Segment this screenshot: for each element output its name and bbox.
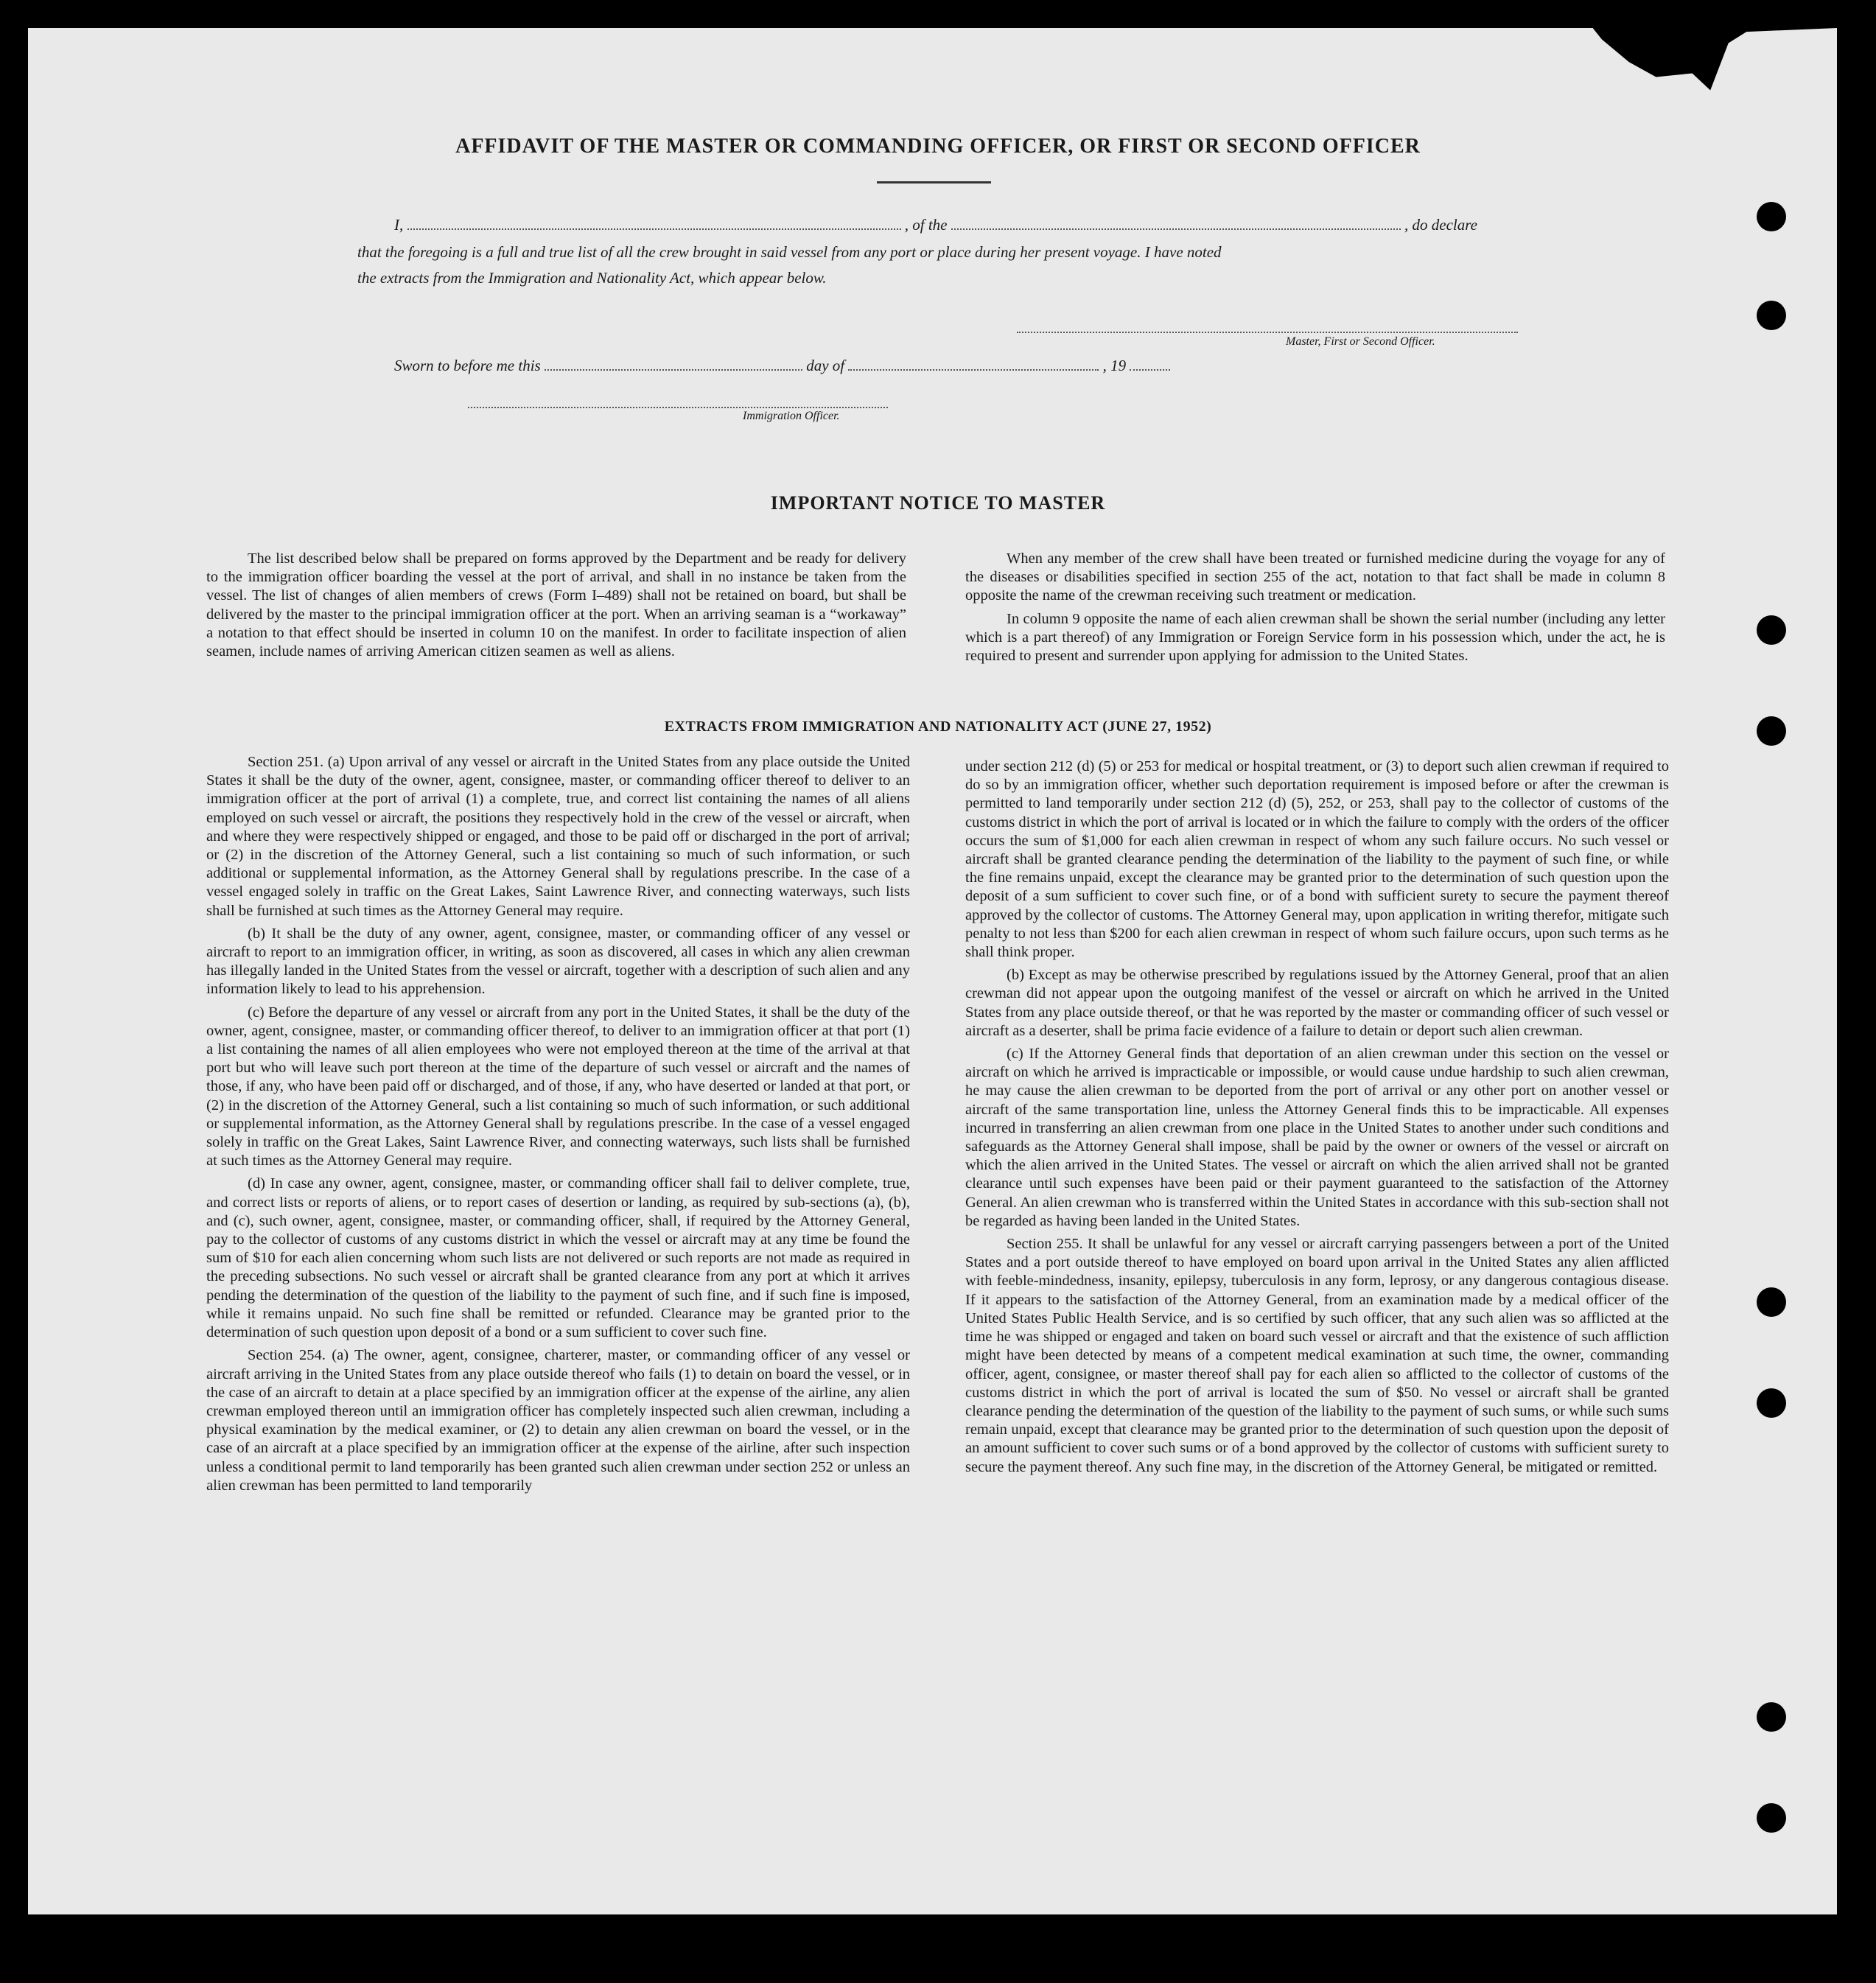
sworn-year-blank[interactable] bbox=[1130, 356, 1170, 371]
section-251c: (c) Before the departure of any vessel or aircraft from any port in the United States, it shall be the duty of the owner, agent, consignee, master, or commanding officer thereof, to deliver to an immigration officer at that port (1) a list containing the names of all alien employees who were not employed thereon at the time of the arrival at that port but who will leave such port thereon at the time of the departure of such vessel or aircraft and the names of those, if any, who have been paid off or discharged, and of those, if any, who have deserted or landed at that port, or (2) in the discretion of the Attorney General, such a list containing so much of such information, or such additional or supplemental information, as the Attorney General shall by regulations prescribe. In the case of a vessel engaged solely in traffic on the Great Lakes, Saint Lawrence River, and connecting waterways, such lists shall be furnished at such times as the Attorney General may require. bbox=[206, 1004, 910, 1169]
extracts-left-column bbox=[206, 753, 910, 1500]
declaration-declare: , do declare bbox=[1404, 216, 1477, 234]
declaration-i: I, bbox=[394, 216, 404, 234]
section-255: Section 255. It shall be unlawful for any vessel or aircraft carrying passengers between a port of the United States and a port outside thereof to have employed on board upon arrival in the United States any alien afflicted with feeble-mindedness, insanity, epilepsy, tuberculosis in any form, leprosy, or any dangerous contagious disease. If it appears to the satisfaction of the Attorney General, from an examination made by a medical officer of the United States Public Health Service, and is so certified by such officer, that any such alien was so afflicted at the time he was shipped or engaged and taken on board such vessel or aircraft and that the existence of such affliction might have been detected by means of a competent medical examination at such time, the owner, commanding officer, agent, consignee, or master thereof shall pay for each alien so afflicted to the collector of customs of the customs district in which the port of arrival is located the sum of $50. No vessel or aircraft shall be granted clearance pending the determination of the question of the liability to the payment of such sums, or while such sums remain unpaid, except that clearance may be granted prior to the determination of such question upon the deposit of an amount sufficient to cover such sums or of a bond approved by the collector of customs with sufficient surety to secure the payment thereof. Any such fine may, in the discretion of the Attorney General, be mitigated or remitted. bbox=[965, 1236, 1669, 1475]
notice-right-paragraph-1: When any member of the crew shall have been treated or furnished medicine during the voyage for any of the diseases or disabilities specified in section 255 of the act, notation to that fact shall be made in column 8 opposite the name of the crewman receiving such treatment or medication. bbox=[965, 550, 1665, 604]
notice-left-paragraph: The list described below shall be prepared on forms approved by the Department and be ready for delivery to the immigration officer boarding the vessel at the port of arrival, and shall in no instance be taken from the vessel. The list of changes of alien members of crews (Form I–489) shall not be retained on board, but shall be delivered by the master to the principal immigration officer at the port. When an arriving seaman is a “workaway” a notation to that effect should be inserted in column 10 on the manifest. In order to facilitate inspection of alien seamen, include names of arriving American citizen seamen as well as aliens. bbox=[206, 550, 906, 660]
binder-hole bbox=[1757, 1287, 1786, 1317]
section-251d: (d) In case any owner, agent, consignee, master, or commanding officer shall fail to deliver complete, true, and correct lists or reports of aliens, or to report cases of desertion or landing, as required by sub-sections (a), (b), and (c), such owner, agent, consignee, master, or commanding officer, shall, if required by the Attorney General, pay to the collector of customs of any customs district in which the vessel or aircraft may at any time be found the sum of $10 for each alien concerning whom such lists are not delivered or such reports are not made as required in the preceding subsections. No such vessel or aircraft shall be granted clearance from any port at which it arrives pending the determination of the question of the liability to the payment of such fine, and if such fine is imposed, while it remains unpaid. No such fine shall be remitted or refunded. Clearance may be granted prior to the determination of such question upon deposit of a bond or a sum sufficient to cover such fine. bbox=[206, 1175, 910, 1341]
sworn-month-blank[interactable] bbox=[848, 356, 1099, 371]
vessel-blank[interactable] bbox=[951, 215, 1401, 230]
binder-hole bbox=[1757, 1388, 1786, 1418]
declaration-of-the: , of the bbox=[904, 216, 948, 234]
binder-hole bbox=[1757, 615, 1786, 645]
section-254b: (b) Except as may be otherwise prescribed by regulations issued by the Attorney General, proof that an alien crewman did not appear upon the outgoing manifest of the vessel or aircraft on which he arrived in the United States from any place outside thereof, or that he was reported by the master or commanding officer of such vessel or aircraft as a deserter, shall be prima facie evidence of a failure to detain or deport such alien crewman. bbox=[965, 967, 1669, 1039]
affidavit-title: AFFIDAVIT OF THE MASTER OR COMMANDING OFFICER, OR FIRST OR SECOND OFFICER bbox=[455, 135, 1421, 158]
officer-signature-line[interactable] bbox=[468, 407, 888, 408]
sworn-day-blank[interactable] bbox=[545, 356, 802, 371]
section-254a-continued: under section 212 (d) (5) or 253 for medical or hospital treatment, or (3) to deport such alien crewman if required to do so by an immigration officer, whether such deportation requirement is imposed before or after the crewman is permitted to land temporarily under section 212 (d) (5), 252, or 253, shall pay to the collector of customs of the customs district in which the port of arrival is located or in which the failure to comply with the orders of the officer occurs the sum of $1,000 for each alien crewman in respect of whom any such failure occurs. No such vessel or aircraft shall be granted clearance pending the determination of the liability to the payment of such fine, or while the fine remains unpaid, except the clearance may be granted prior to the determination of such question upon the deposit of a sum sufficient to cover such fine, or of a bond with sufficient surety to secure the payment thereof approved by the collector of customs. The Attorney General may, upon application in writing therefor, mitigate such penalty to not less than $200 for each alien crewman in respect of whom such failure occurs, upon such terms as he shall think proper. bbox=[965, 758, 1669, 961]
binder-hole bbox=[1757, 1803, 1786, 1833]
day-of-label: day of bbox=[806, 357, 845, 374]
sworn-label: Sworn to before me this bbox=[394, 357, 541, 374]
declaration-line-3: the extracts from the Immigration and Nationality Act, which appear below. bbox=[357, 269, 827, 287]
binder-hole bbox=[1757, 202, 1786, 231]
notice-title: IMPORTANT NOTICE TO MASTER bbox=[770, 492, 1106, 514]
extracts-right-column bbox=[965, 758, 1669, 1481]
binder-hole bbox=[1757, 1702, 1786, 1732]
binder-hole bbox=[1757, 301, 1786, 330]
notice-right-paragraph-2: In column 9 opposite the name of each alien crewman shall be shown the serial number (including any letter which is a part thereof) of any Immigration or Foreign Service form in his possession which, under the act, he is required to present and surrender upon applying for admission to the United States. bbox=[965, 610, 1665, 665]
declaration-line-1 bbox=[394, 215, 1477, 234]
section-251b: (b) It shall be the duty of any owner, agent, consignee, master, or commanding officer of any vessel or aircraft to report to an immigration officer, in writing, as soon as discovered, all cases in which any alien crewman has illegally landed in the United States from the vessel or aircraft, together with a description of such alien and any information likely to lead to his apprehension. bbox=[206, 925, 910, 998]
declaration-line-2: that the foregoing is a full and true list of all the crew brought in said vessel from any port or place during her present voyage. I have noted bbox=[357, 243, 1222, 261]
notice-right-column bbox=[965, 550, 1665, 670]
sworn-line bbox=[394, 356, 1170, 375]
name-blank[interactable] bbox=[407, 215, 901, 230]
master-signature-label: Master, First or Second Officer. bbox=[1286, 335, 1435, 348]
section-254c: (c) If the Attorney General finds that deportation of an alien crewman under this section on the vessel or aircraft on which he arrived is impracticable or impossible, or would cause undue hardship to such alien crewman, he may cause the alien crewman to be deported from the port of arrival or any other port on another vessel or aircraft of the same transportation line, unless the Attorney General finds this to be impracticable. All expenses incurred in transferring an alien crewman from one place in the United States to another under such conditions and safeguards as the Attorney General shall impose, shall be paid by the owner or owners of the vessel or aircraft on which the alien arrived in the United States. The vessel or aircraft on which the alien arrived shall not be granted clearance until such expenses have been paid or their payment guaranteed to the satisfaction of the Attorney General. An alien crewman who is transferred within the United States in accordance with this sub-section shall not be regarded as having been landed in the United States. bbox=[965, 1046, 1669, 1229]
title-underline bbox=[877, 181, 991, 183]
master-signature-line[interactable] bbox=[1017, 332, 1518, 333]
section-251a: Section 251. (a) Upon arrival of any vessel or aircraft in the United States from any place outside the United States it shall be the duty of the owner, agent, consignee, master, or commanding officer thereof to deliver to an immigration officer at the port of arrival (1) a complete, true, and correct list containing the names of all aliens employed on such vessel or aircraft, the positions they respectively hold in the crew of the vessel or aircraft, when and where they were respectively shipped or engaged, and those to be paid off or discharged in the port of arrival; or (2) in the discretion of the Attorney General, such a list containing so much of such information, or such additional or supplemental information, as the Attorney General shall by regulations prescribe. In the case of a vessel engaged solely in traffic on the Great Lakes, Saint Lawrence River, and connecting waterways, such lists shall be furnished at such times as the Attorney General may require. bbox=[206, 754, 910, 919]
year-label: , 19 bbox=[1102, 357, 1127, 374]
officer-signature-label: Immigration Officer. bbox=[743, 410, 840, 422]
section-254a: Section 254. (a) The owner, agent, consignee, charterer, master, or commanding officer of any vessel or aircraft arriving in the United States from any place outside thereof who fails (1) to detain on board the vessel, or in the case of an aircraft to detain at a place specified by an immigration officer at the expense of the airline, any alien crewman employed thereon until an immigration officer has completely inspected such alien crewman, including a physical examination by the medical examiner, or (2) to detain any alien crewman on board the vessel, or in the case of an aircraft at a place specified by an immigration officer at the expense of the airline, after such inspection unless a conditional permit to land temporarily has been granted such alien crewman under section 252 or unless an alien crewman has been permitted to land temporarily bbox=[206, 1347, 910, 1494]
notice-left-column bbox=[206, 550, 906, 665]
extracts-title: EXTRACTS FROM IMMIGRATION AND NATIONALITY ACT (JUNE 27, 1952) bbox=[664, 718, 1212, 735]
